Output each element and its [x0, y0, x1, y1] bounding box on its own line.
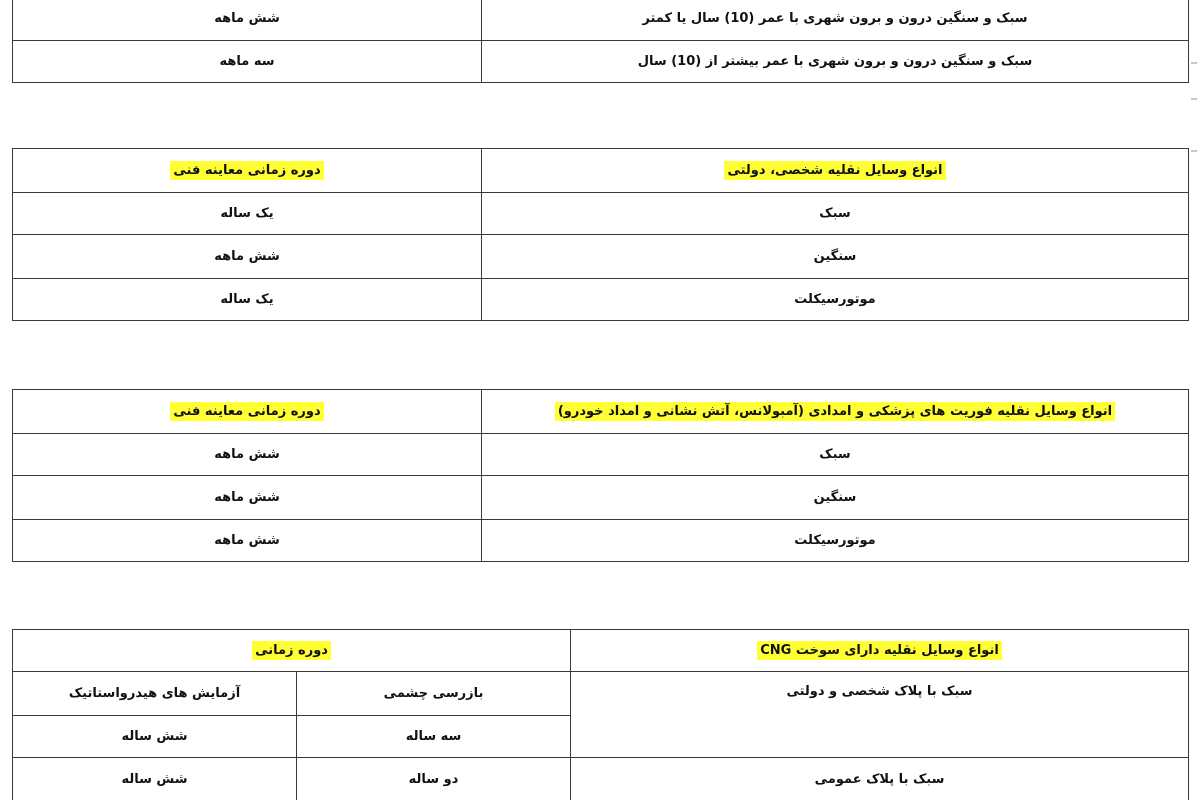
vehicle-cell: سبک — [482, 434, 1189, 476]
subheader-hydro-cell: آزمایش های هیدرواستاتیک — [13, 672, 297, 716]
table-header-row — [13, 149, 1189, 193]
header-vehicle-text: انواع وسایل نقلیه شخصی، دولتی — [724, 161, 945, 180]
header-vehicle-text: انواع وسایل نقلیه فوریت های پزشکی و امدادی (آمبولانس، آتش نشانی و امداد خودرو) — [555, 402, 1115, 421]
table-row — [13, 0, 1189, 41]
vehicle-cell: سنگین — [482, 235, 1189, 279]
table-subheader-row — [13, 672, 1189, 716]
header-vehicle-text: انواع وسایل نقلیه دارای سوخت CNG — [757, 641, 1002, 660]
header-period-text: دوره زمانی — [252, 641, 331, 660]
inspection-table-public — [12, 0, 1189, 83]
page-edge-mark — [1191, 98, 1197, 100]
hydro-cell: شش ساله — [13, 758, 297, 800]
header-period-cell — [13, 149, 482, 193]
table-row — [13, 434, 1189, 476]
header-vehicle-cell — [571, 630, 1189, 672]
vehicle-cell: سبک و سنگین درون و برون شهری با عمر (10) سال یا کمتر — [482, 0, 1189, 41]
table-row — [13, 279, 1189, 321]
vehicle-cell: سبک با پلاک عمومی — [571, 758, 1189, 800]
header-vehicle-cell — [482, 390, 1189, 434]
period-cell: سه ماهه — [13, 41, 482, 83]
table-row — [13, 758, 1189, 800]
table-header-row — [13, 390, 1189, 434]
period-cell: شش ماهه — [13, 476, 482, 520]
table-row — [13, 476, 1189, 520]
period-cell: شش ماهه — [13, 235, 482, 279]
header-period-text: دوره زمانی معاینه فنی — [170, 402, 323, 421]
period-cell: شش ماهه — [13, 0, 482, 41]
inspection-table-emergency — [12, 389, 1189, 562]
vehicle-cell: سبک — [482, 193, 1189, 235]
vehicle-cell: موتورسیکلت — [482, 520, 1189, 562]
inspection-table-cng — [12, 629, 1189, 800]
period-cell: یک ساله — [13, 279, 482, 321]
header-period-cell — [13, 390, 482, 434]
page-edge-mark — [1191, 150, 1197, 152]
vehicle-cell: سنگین — [482, 476, 1189, 520]
table-row — [13, 520, 1189, 562]
table-row — [13, 235, 1189, 279]
period-cell: یک ساله — [13, 193, 482, 235]
vehicle-cell: موتورسیکلت — [482, 279, 1189, 321]
period-cell: شش ماهه — [13, 520, 482, 562]
vehicle-cell: سبک و سنگین درون و برون شهری با عمر بیشتر از (10) سال — [482, 41, 1189, 83]
table-row — [13, 41, 1189, 83]
inspection-table-private-government — [12, 148, 1189, 321]
vehicle-cell: سبک با پلاک شخصی و دولتی — [571, 672, 1189, 758]
hydro-cell: شش ساله — [13, 716, 297, 758]
period-cell: شش ماهه — [13, 434, 482, 476]
table-header-row — [13, 630, 1189, 672]
header-period-text: دوره زمانی معاینه فنی — [170, 161, 323, 180]
subheader-visual-cell: بازرسی چشمی — [297, 672, 571, 716]
page-edge-mark — [1191, 62, 1197, 64]
header-period-cell — [13, 630, 571, 672]
table-row — [13, 193, 1189, 235]
visual-cell: دو ساله — [297, 758, 571, 800]
header-vehicle-cell — [482, 149, 1189, 193]
visual-cell: سه ساله — [297, 716, 571, 758]
